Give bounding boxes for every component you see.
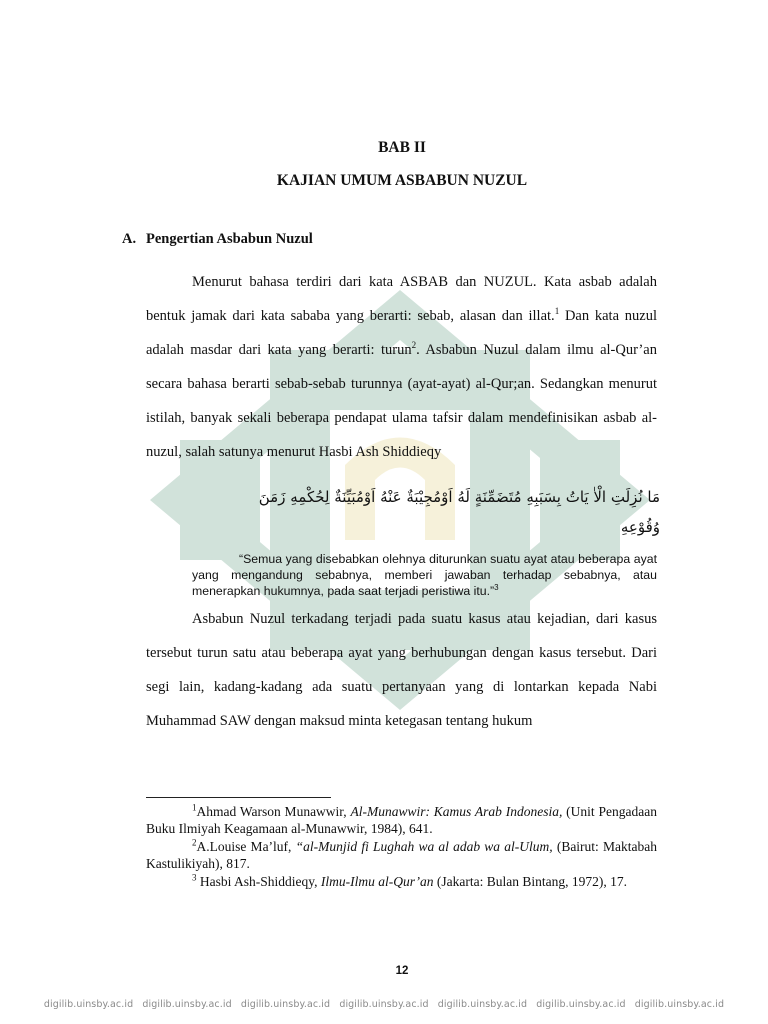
footer-link[interactable]: digilib.uinsby.ac.id <box>240 999 331 1010</box>
footer-link[interactable]: digilib.uinsby.ac.id <box>43 999 134 1010</box>
section-letter: A. <box>122 231 137 247</box>
footer-links <box>0 999 768 1010</box>
page-number: 12 <box>395 965 409 977</box>
paragraph-1: Menurut bahasa terdiri dari kata ASBAB dan NUZUL. Kata asbab adalah bentuk jamak dari kata sababa yang berarti: sebab, alasan dan illat.$^1$ Dan kata nuzul adalah masdar dari kata yang berarti: turun$^2$. Asbabun Nuzul dalam ilmu al-Qur’an secara bahasa berarti sebab-sebab turunnya (ayat-ayat) al-Qur;an. Sedangkan menurut istilah, banyak sekali beberapa pendapat ulama tafsir dalam mendefinisikan asbab al-nuzul, salah satunya menurut Hasbi Ash Shiddieqy <box>146 274 657 460</box>
footer-link[interactable]: digilib.uinsby.ac.id <box>536 999 626 1010</box>
footer-link[interactable]: digilib.uinsby.ac.id <box>437 999 528 1010</box>
translation-quote: “Semua yang disebabkan olehnya diturunkan suatu ayat atau beberapa ayat yang mengandung sebabnya, memberi jawaban terhadap sebabnya, atau menerapkan hukumnya, pada saat terjadi peristiwa itu.”$^3$ <box>192 552 657 598</box>
footnote-ref-3: 3 <box>494 582 499 592</box>
footnote-1: $^1$Ahmad Warson Munawwir, Al-Munawwir: Kamus Arab Indonesia, (Unit Pengadaan Buku Ilmiyah Keagamaan al-Munawwir, 1984), 641. <box>146 802 657 836</box>
footnote-3: $^3$ Hasbi Ash-Shiddieqy, Ilmu-Ilmu al-Qur’an (Jakarta: Bulan Bintang, 1972), 17. <box>192 872 627 889</box>
footnote-ref-1: 1 <box>554 306 560 317</box>
footnote-divider <box>146 797 331 798</box>
footer-link[interactable]: digilib.uinsby.ac.id <box>339 999 429 1010</box>
arabic-quote: مَا نُزِلَتِ الْاٰ يَاتُ بِسَبَبِهِ مُتَضَمِّنَةٍ لَهُ اَوْمُجِيْبَةٌ عَنْهُ اَوْمُبَيِّنَةٌ لِحُكْمِهِ زَمَنَ وُقُوْعِهِ <box>258 488 660 536</box>
footnote-2: $^2$A.Louise Ma’luf, “al-Munjid fi Lughah wa al adab wa al-Ulum, (Bairut: Maktabah Kastulikiyah), 817. <box>146 837 657 871</box>
chapter-number: BAB II <box>378 139 426 156</box>
chapter-title: KAJIAN UMUM ASBABUN NUZUL <box>276 172 528 189</box>
footnote-ref-2: 2 <box>411 340 417 351</box>
section-heading <box>122 231 313 248</box>
footer-link[interactable]: digilib.uinsby.ac.id <box>142 999 232 1010</box>
paragraph-2: Asbabun Nuzul terkadang terjadi pada suatu kasus atau kejadian, dari kasus tersebut turun satu atau beberapa ayat yang berhubungan dengan kasus tersebut. Dari segi lain, kadang-kadang ada suatu pertanyaan yang di lontarkan kepada Nabi Muhammad SAW dengan maksud minta ketegasan tentang hukum <box>146 611 657 729</box>
section-title: Pengertian Asbabun Nuzul <box>146 231 313 247</box>
footer-link[interactable]: digilib.uinsby.ac.id <box>634 999 725 1010</box>
